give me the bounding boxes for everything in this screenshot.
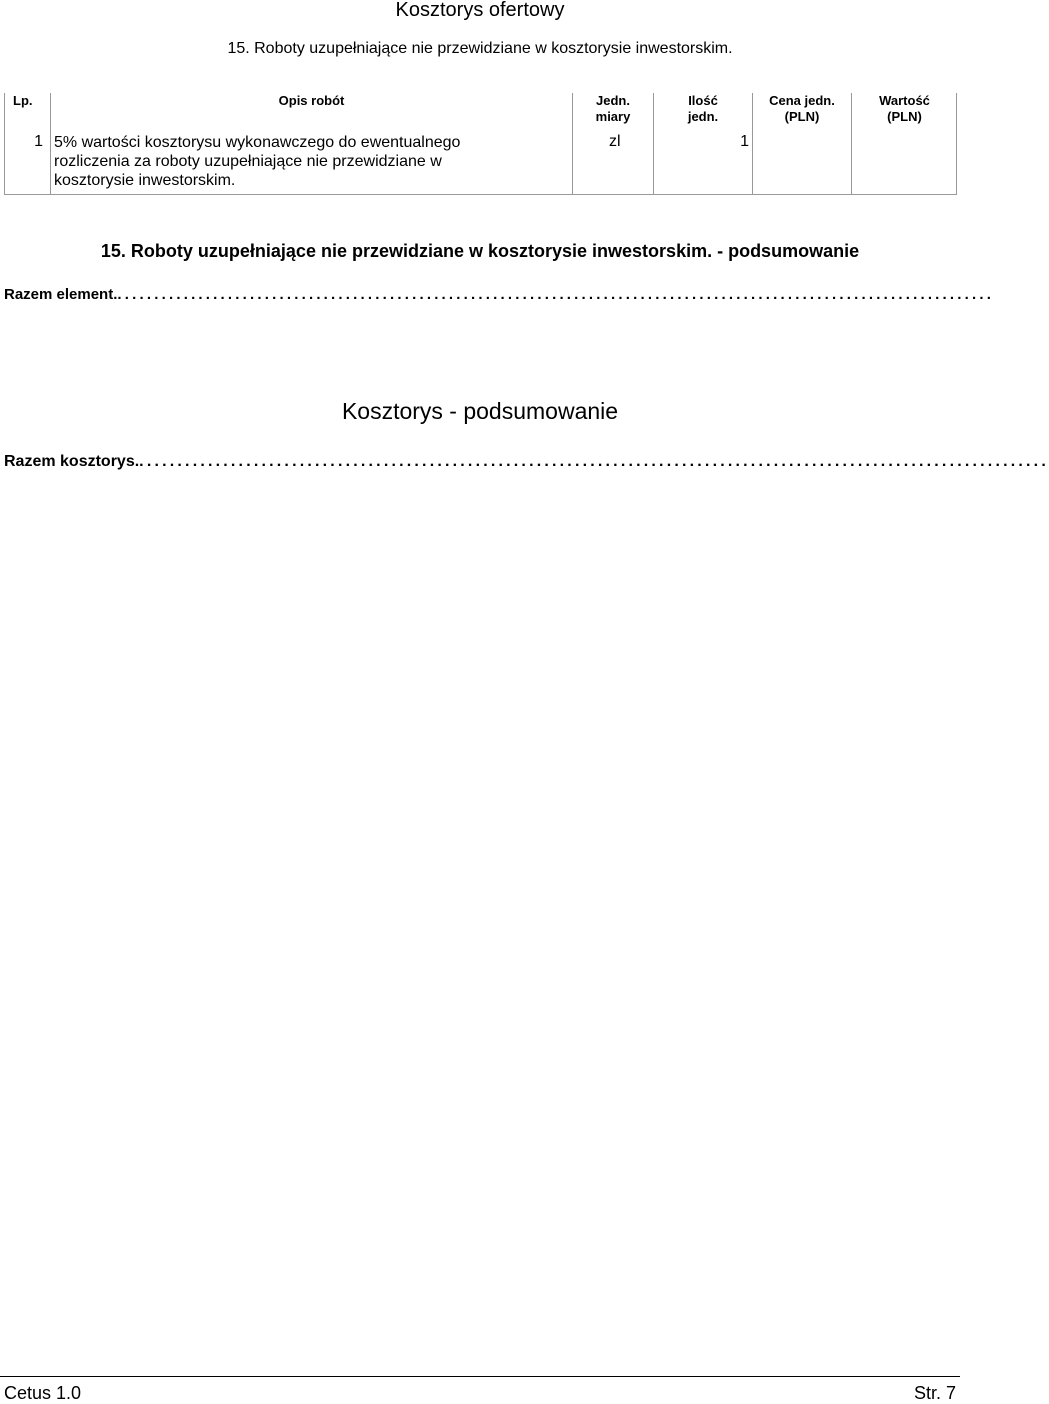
header-jedn-miary: Jedn. miary [595, 93, 631, 124]
footer-software: Cetus 1.0 [4, 1383, 82, 1403]
leader-dots: ....................................................................................................................... [139, 453, 1049, 470]
header-lp: Lp. [13, 93, 33, 108]
leader-dots: ....................................................................................................................... [117, 286, 995, 303]
header-cena: Cena jedn. (PLN) [769, 93, 835, 124]
document-title: Kosztorys ofertowy [395, 0, 565, 21]
column-opis [50, 93, 572, 194]
razem-kosztorys-label: Razem kosztorys. [4, 453, 140, 470]
column-ilosc [653, 93, 752, 194]
footer-page-number: Str. 7 [913, 1383, 956, 1403]
column-jedn-miary [572, 93, 653, 194]
razem-kosztorys-line [4, 453, 1049, 471]
cell-ilosc: 1 [740, 133, 749, 150]
cost-summary-heading: Kosztorys - podsumowanie [341, 398, 619, 424]
column-wartosc [851, 93, 957, 194]
razem-element-line [4, 286, 995, 304]
header-opis: Opis robót [278, 93, 345, 108]
section-title: 15. Roboty uzupełniające nie przewidziane w kosztorysie inwestorskim. [227, 40, 733, 57]
cell-opis: 5% wartości kosztorysu wykonawczego do ewentualnego rozliczenia za roboty uzupełniające nie przewidziane w kosztorysie inwestorskim. [54, 134, 461, 189]
header-wartosc: Wartość (PLN) [879, 93, 930, 124]
razem-element-label: Razem element. [4, 286, 118, 303]
cost-table [4, 93, 957, 195]
column-lp [5, 93, 50, 194]
footer-divider [0, 1376, 960, 1377]
element-summary-heading: 15. Roboty uzupełniające nie przewidziane w kosztorysie inwestorskim. - podsumowanie [100, 241, 860, 261]
cell-jedn-miary: zl [609, 133, 621, 150]
header-ilosc: Ilość jedn. [687, 93, 719, 124]
column-cena [752, 93, 851, 194]
cell-lp: 1 [34, 133, 43, 150]
